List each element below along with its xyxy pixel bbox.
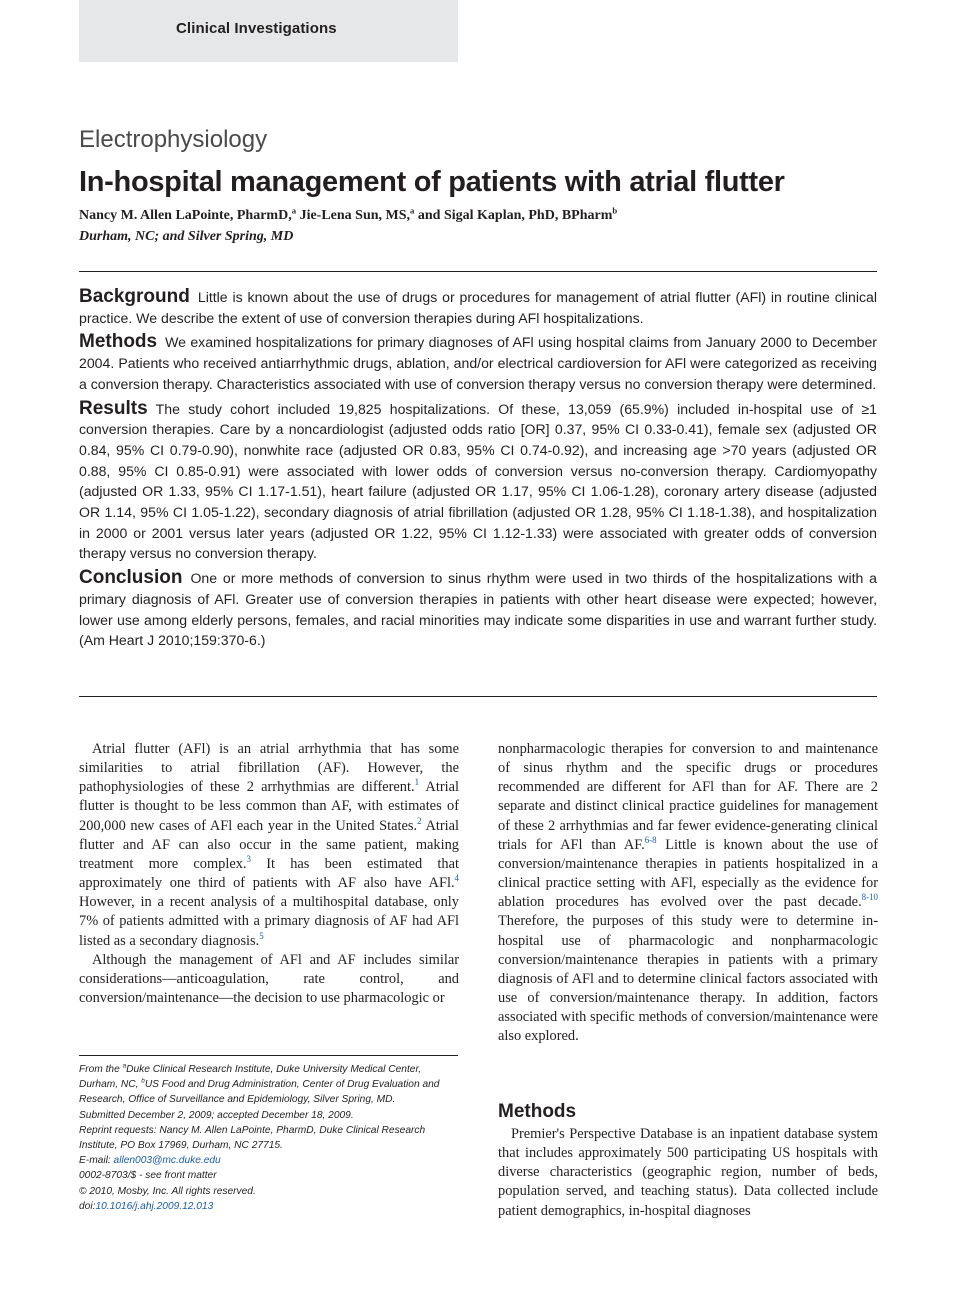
abstract-background-heading: Background	[79, 286, 190, 307]
footnote-rule	[79, 1055, 458, 1056]
methods-paragraph: Premier's Perspective Database is an inpatient database system that includes approximately 500 participating US hospitals with diverse characteristics (geographic region, number of beds, population served, and teaching status). Data collected include patient demographics, in-hospital diagnoses	[498, 1126, 878, 1219]
citation-link[interactable]: 2	[417, 815, 422, 826]
footnote-reprint: Reprint requests: Nancy M. Allen LaPointe, PharmD, Duke Clinical Research Institute, PO Box 17969, Durham, NC 27715.	[79, 1124, 426, 1152]
abstract-methods	[79, 332, 877, 394]
intro-text: Little is known about the use of conversion/maintenance therapies in patients hospitalized in a clinical practice setting with AFl, especially as the evidence for ablation procedures has evolved over the past decade.	[498, 836, 878, 911]
footnote-issn: 0002-8703/$ - see front matter	[79, 1170, 217, 1182]
citation-link[interactable]: 6-8	[644, 834, 657, 845]
body-column-right	[498, 740, 878, 1047]
citation-link[interactable]: 1	[414, 777, 420, 788]
citation-link[interactable]: 8-10	[861, 892, 878, 903]
citation-link[interactable]: 3	[246, 854, 251, 865]
author-3-affil: b	[612, 205, 618, 216]
journal-section-label: Clinical Investigations	[176, 20, 337, 37]
article-title: In-hospital management of patients with atrial flutter	[79, 166, 785, 198]
abstract-top-rule	[79, 271, 877, 272]
intro-text: nonpharmacologic therapies for conversion to and maintenance of sinus rhythm and the specific drugs or procedures recommended are different for AFl than for AF. There are 2 separate and distinct clinical practice guidelines for management of these 2 arrhythmias and far fewer evidence-generating clinical trials for AFl than AF.	[498, 741, 878, 853]
author-2: Jie-Lena Sun, MS,	[299, 208, 411, 223]
footnote-copyright: © 2010, Mosby, Inc. All rights reserved.	[79, 1185, 256, 1197]
author-2-affil: a	[410, 205, 415, 216]
intro-paragraph-continued	[498, 740, 878, 1047]
intro-paragraph-2: Although the management of AFl and AF includes similar considerations—anticoagulation, rate control, and conversion/maintenance—the decision to use pharmacologic or	[79, 951, 459, 1007]
abstract-results	[79, 399, 877, 565]
abstract-background	[79, 287, 877, 328]
article-section: Electrophysiology	[79, 126, 268, 153]
author-locations: Durham, NC; and Silver Spring, MD	[79, 229, 294, 244]
footnote-email	[79, 1153, 460, 1168]
abstract-bottom-rule	[79, 696, 877, 697]
intro-text: Atrial flutter (AFl) is an atrial arrhythmia that has some similarities to atrial fibrillation (AF). However, the pathophysiologies of these 2 arrhythmias are different.	[79, 741, 459, 796]
abstract-background-text: Little is known about the use of drugs or procedures for management of atrial flutter (AFl) in routine clinical practice. We describe the extent of use of conversion therapies during AFl hospitalizations.	[79, 289, 877, 326]
abstract-results-heading: Results	[79, 397, 148, 419]
footnote-affil-b: US Food and Drug Administration, Center of Drug Evaluation and Research, Office of Surveillance and Epidemiology, Silver Spring, MD.	[79, 1079, 440, 1106]
abstract-methods-heading: Methods	[79, 331, 158, 353]
intro-paragraph-1	[79, 740, 459, 951]
body-column-left	[79, 740, 459, 1008]
footnote-affil-b-mark: b	[141, 1077, 145, 1085]
footnote-affil-a-mark: a	[122, 1062, 127, 1070]
intro-text: Therefore, the purposes of this study were to determine in-hospital use of pharmacologic and nonpharmacologic conversion/maintenance therapies in patients with a primary diagnosis of AFl and to determine clinical factors associated with use of conversion/maintenance therapy. In addition, factors associated with specific methods of conversion/maintenance were also explored.	[498, 913, 878, 1045]
footnote-affiliations	[79, 1062, 460, 1108]
footnote-affil-a: Duke Clinical Research Institute, Duke University Medical Center, Durham, NC,	[79, 1064, 422, 1091]
citation-link[interactable]: 4	[454, 873, 459, 884]
abstract-methods-text: We examined hospitalizations for primary diagnoses of AFl using hospital claims from January 2000 to December 2004. Patients who received antiarrhythmic drugs, ablation, and/or electrical cardioversion for AFl were categorized as receiving a conversion therapy. Characteristics associated with use of conversion therapy versus no conversion therapy were determined.	[79, 334, 877, 392]
footnote-doi-label: doi:	[79, 1200, 96, 1212]
abstract-conclusion-text: One or more methods of conversion to sinus rhythm were used in two thirds of the hospitalizations with a primary diagnosis of AFl. Greater use of conversion therapies in patients with other heart disease were expected; however, lower use among elderly persons, females, and racial minorities may indicate some disparities in use and warrant further study. (Am Heart J 2010;159:370-6.)	[79, 570, 877, 649]
doi-link[interactable]: 10.1016/j.ahj.2009.12.013	[95, 1200, 214, 1212]
author-1: Nancy M. Allen LaPointe, PharmD,	[79, 208, 292, 223]
abstract-results-text: The study cohort included 19,825 hospitalizations. Of these, 13,059 (65.9%) included in-hospital use of ≥1 conversion therapies. Care by a noncardiologist (adjusted odds ratio [OR] 0.37, 95% CI 0.33-0.41), female sex (adjusted OR 0.84, 95% CI 0.79-0.90), nonwhite race (adjusted OR 0.83, 95% CI 0.74-0.92), and increasing age >70 years (adjusted OR 0.88, 95% CI 0.85-0.91) were associated with lower odds of conversion versus no-conversion therapy. Cardiomyopathy (adjusted OR 1.33, 95% CI 1.17-1.51), heart failure (adjusted OR 1.17, 95% CI 1.06-1.28), coronary artery disease (adjusted OR 1.14, 95% CI 1.05-1.22), secondary diagnosis of atrial fibrillation (adjusted OR 1.28, 95% CI 1.18-1.38), and hospitalization in 2000 or 2001 versus later years (adjusted OR 1.22, 95% CI 1.12-1.33) were associated with greater odds of conversion therapy versus no conversion therapy.	[79, 400, 877, 562]
intro-text: It has been estimated that approximately one third of patients with AF also have AFl.	[79, 855, 459, 892]
abstract-conclusion	[79, 568, 877, 651]
journal-section-band	[79, 0, 458, 62]
footnote-doi	[79, 1199, 460, 1214]
abstract	[79, 287, 877, 655]
intro-text: Atrial flutter and AF can also occur in the same patient, making treatment more complex.	[79, 817, 460, 872]
footnote-submitted: Submitted December 2, 2009; accepted December 18, 2009.	[79, 1109, 354, 1121]
author-list	[79, 205, 618, 224]
abstract-conclusion-heading: Conclusion	[79, 567, 183, 589]
footnote-email-label: E-mail:	[79, 1155, 114, 1167]
author-3: and Sigal Kaplan, PhD, BPharm	[417, 208, 613, 223]
author-1-affil: a	[291, 205, 297, 216]
footnote-from: From the	[79, 1064, 123, 1075]
methods-heading: Methods	[498, 1101, 577, 1122]
footnotes	[79, 1062, 460, 1214]
intro-text: However, in a recent analysis of a multihospital database, only 7% of patients admitted with a primary diagnosis of AF had AFl listed as a secondary diagnosis.	[79, 894, 459, 949]
email-link[interactable]: allen003@mc.duke.edu	[113, 1155, 221, 1167]
intro-text: Atrial flutter is thought to be less common than AF, with estimates of 200,000 new cases of AFl each year in the United States.	[79, 779, 459, 834]
citation-link[interactable]: 5	[259, 930, 264, 941]
